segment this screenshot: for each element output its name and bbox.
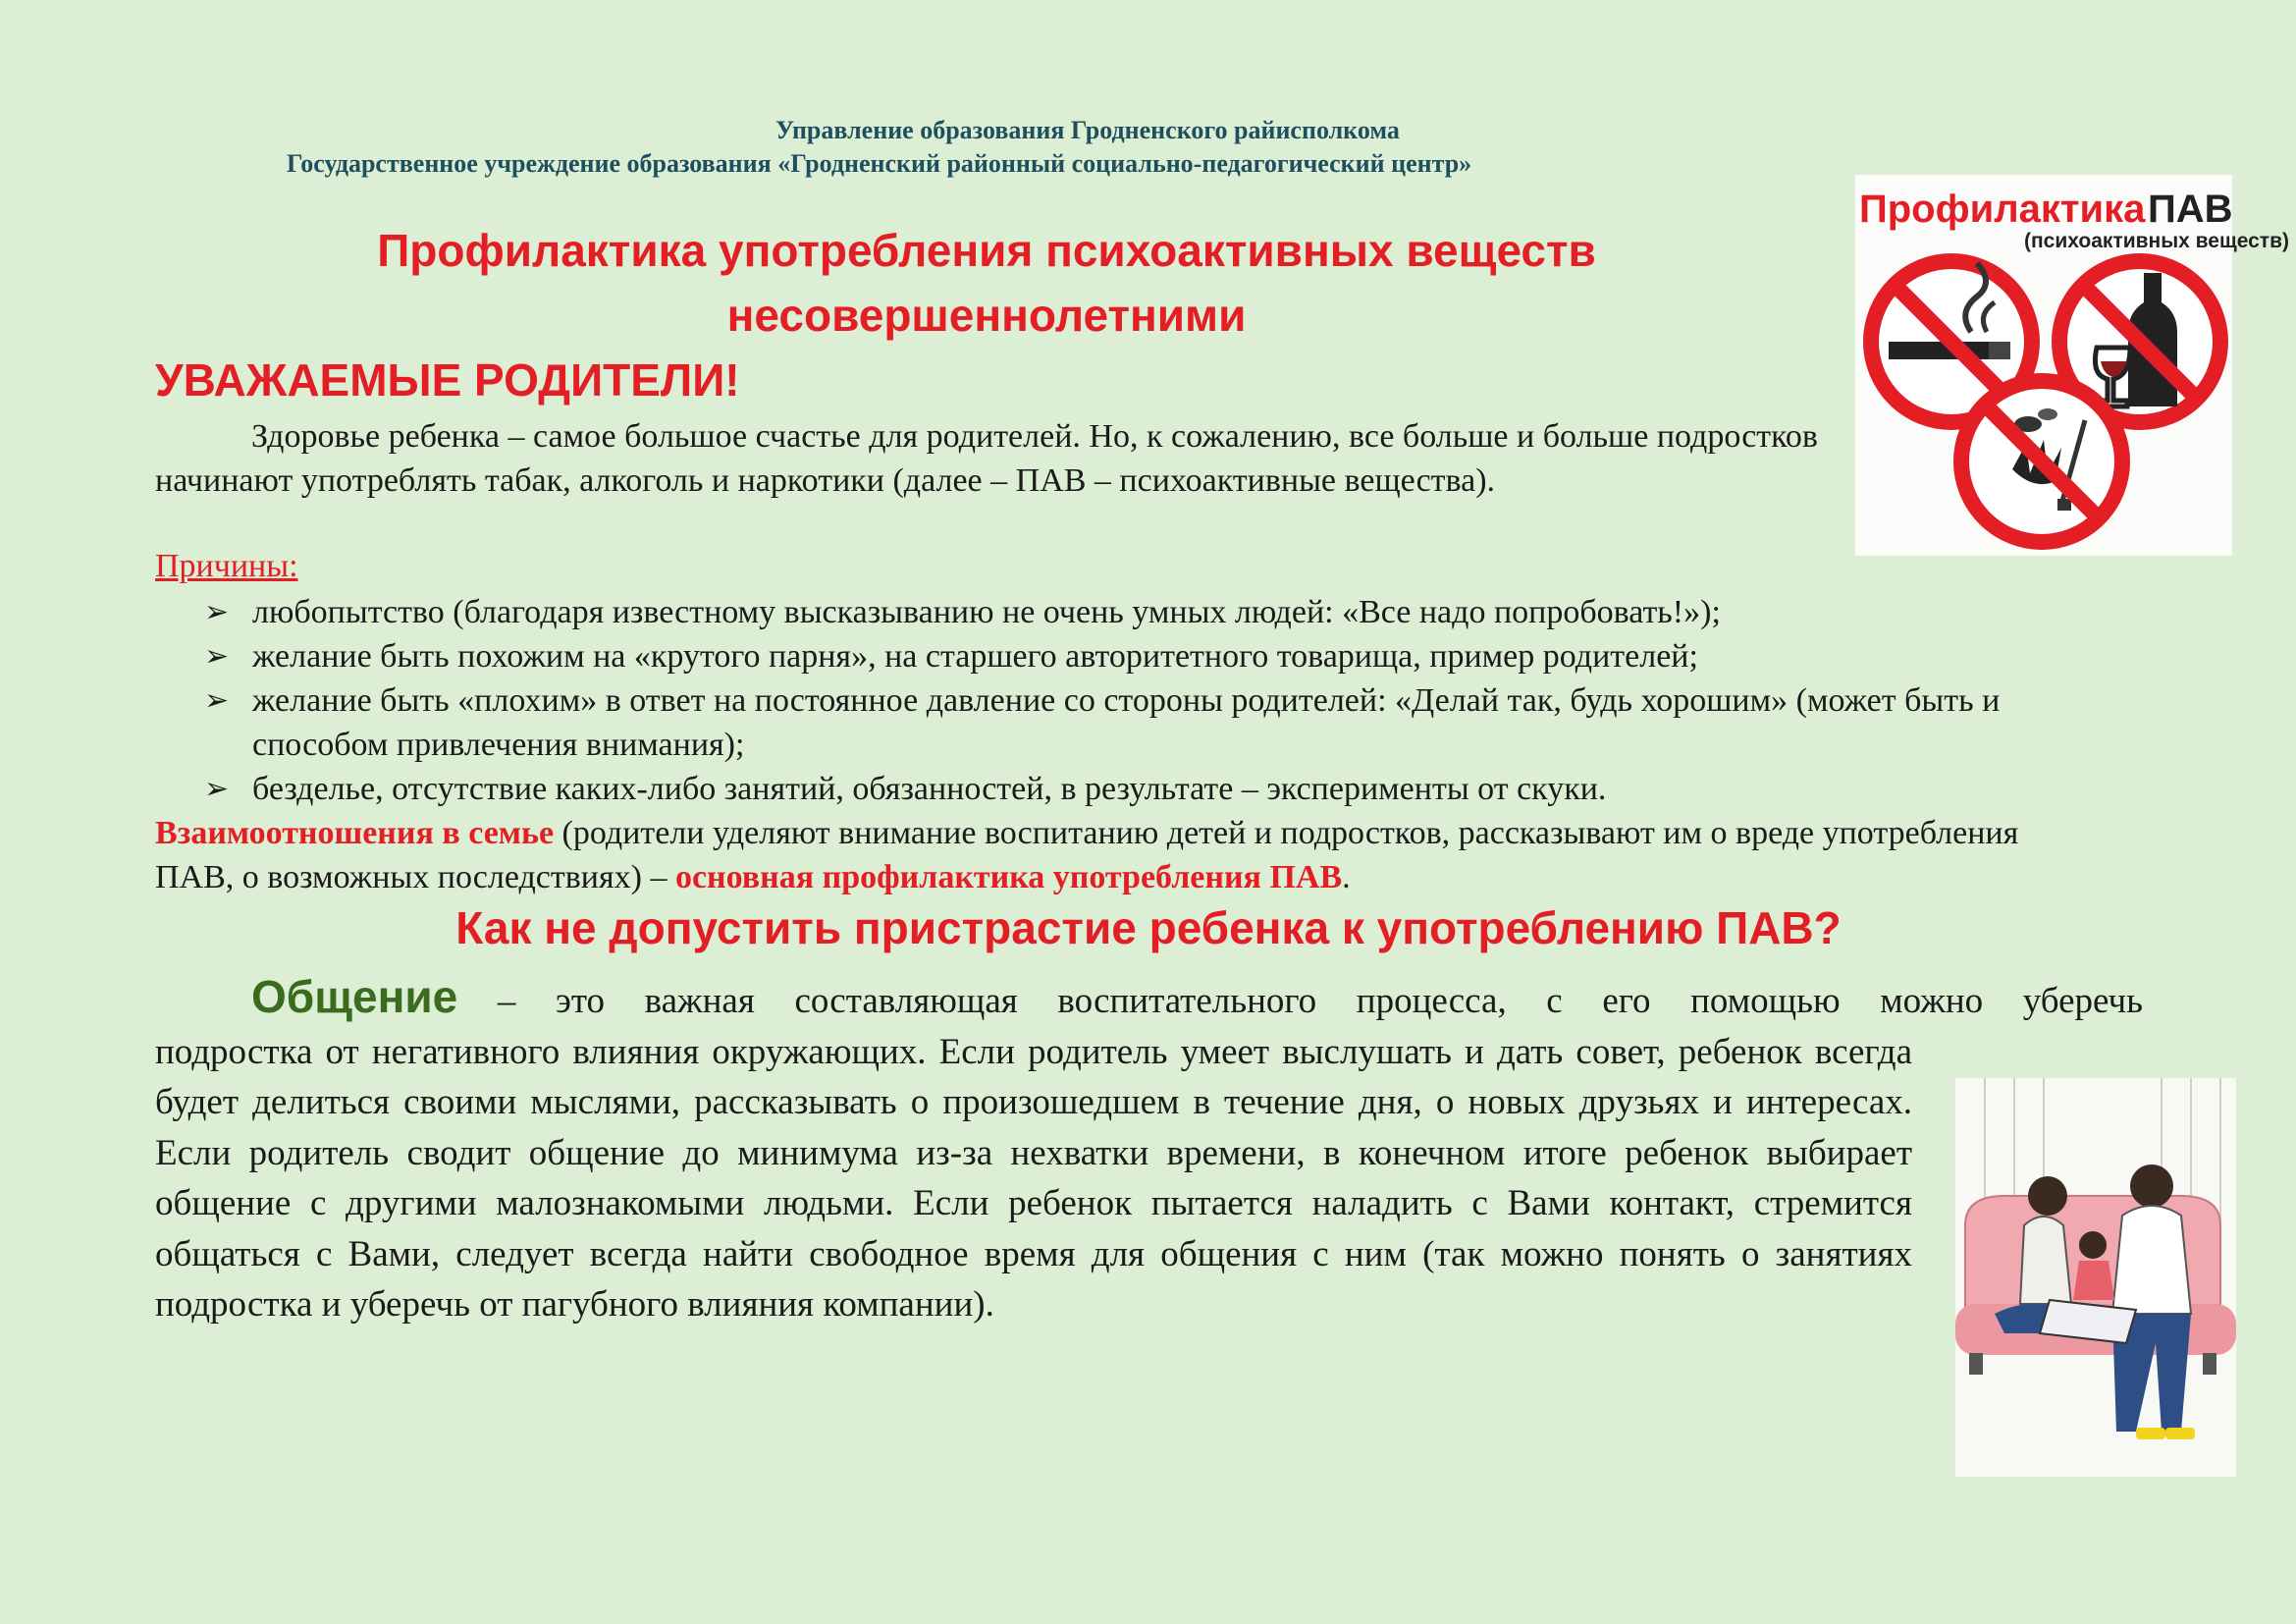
poster-title-word: Профилактика — [1859, 188, 2146, 231]
family-illustration-image — [1955, 1078, 2236, 1477]
family-paragraph: Взаимоотношения в семье (родители уделяют внимание воспитанию детей и подростков, рассказывают им о вреде употребления ПАВ, о возможных последствиях) – основная профилактика употребления ПАВ. — [155, 815, 2019, 895]
family-emphasis: основная профилактика употребления ПАВ — [674, 859, 1343, 895]
arrow-bullet-icon: ➢ — [204, 595, 230, 629]
list-item: ➢ желание быть «плохим» в ответ на постоянное давление со стороны родителей: «Делай так, будь хорошим» (может быть и способом привлечения внимания); — [204, 678, 2078, 767]
org-line-1: Управление образования Гродненского райисполкома — [775, 116, 1400, 144]
page-title — [157, 218, 1816, 348]
intro-paragraph: Здоровье ребенка – самое большое счастье для родителей. Но, к сожалению, все больше и больше подростков начинают употреблять табак, алкоголь и наркотики (далее – ПАВ – психоактивные вещества). — [155, 418, 1818, 499]
no-drugs-icon — [1961, 381, 2122, 542]
org-line-2: Государственное учреждение образования «Гродненский районный социально-педагогический центр» — [287, 149, 1472, 178]
arrow-bullet-icon: ➢ — [204, 639, 230, 674]
prevention-poster-image — [1855, 175, 2289, 556]
list-item: ➢ безделье, отсутствие каких-либо занятий, обязанностей, в результате – эксперименты от скуки. — [204, 767, 2069, 811]
arrow-bullet-icon: ➢ — [204, 772, 230, 806]
list-item: ➢ желание быть похожим на «крутого парня», на старшего авторитетного товарища, пример родителей; — [204, 634, 2069, 678]
family-text: (родители уделяют внимание воспитанию детей и подростков, рассказывают им о вреде употребления ПАВ, о возможных последствиях) – — [155, 815, 2019, 895]
title-line-2: несовершеннолетними — [726, 290, 1247, 341]
family-lead: Взаимоотношения в семье — [155, 815, 555, 851]
communication-text: подростка от негативного влияния окружающих. Если родитель умеет выслушать и дать совет, ребенок всегда будет делиться своими мыслями, рассказывать о произошедшем в течение дня, о новых друзьях и интересах. Если родитель сводит общение до минимума из-за нехватки времени, в конечном итоге ребенок выбирает общение с другими малознакомыми людьми. Если ребенок пытается наладить с Вами контакт, стремится общаться с Вами, следует всегда найти свободное время для общения с ним (так можно понять о занятиях подростка и уберечь от пагубного влияния компании). — [155, 1031, 1912, 1325]
section-heading: Как не допустить пристрастие ребенка к употреблению ПАВ? — [455, 902, 1842, 953]
poster-subtitle: (психоактивных веществ) — [2024, 230, 2289, 252]
communication-paragraph — [155, 971, 2143, 1330]
arrow-bullet-icon: ➢ — [204, 683, 230, 718]
reasons-list — [204, 590, 2069, 811]
title-line-1: Профилактика употребления психоактивных веществ — [377, 225, 1596, 276]
communication-lead: Общение — [251, 971, 458, 1022]
communication-first-line: Общение – это важная составляющая воспитательного процесса, с его помощью можно уберечь — [251, 971, 2143, 1022]
reasons-label: Причины: — [155, 548, 298, 584]
list-item: ➢ любопытство (благодаря известному высказыванию не очень умных людей: «Все надо попробовать!»); — [204, 590, 2069, 634]
poster-title-abbr: ПАВ — [2148, 188, 2233, 231]
greeting-heading: УВАЖАЕМЫЕ РОДИТЕЛИ! — [155, 354, 740, 406]
